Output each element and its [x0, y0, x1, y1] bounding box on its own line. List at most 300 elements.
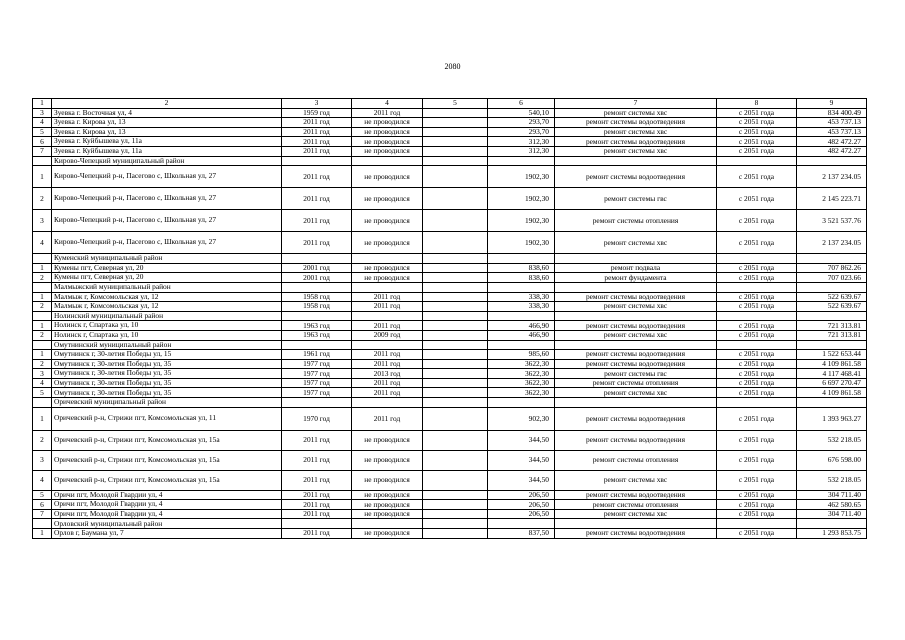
last-repair-year-cell: 2011 год: [352, 108, 423, 118]
district-empty-cell: [352, 340, 423, 350]
work-type-cell: ремонт системы хвс: [555, 146, 717, 156]
area-cell: 3622,30: [488, 369, 555, 379]
row-number-cell: 1: [33, 350, 52, 360]
area-cell: 1902,30: [488, 232, 555, 254]
area-cell: 838,60: [488, 273, 555, 283]
empty-cell: [423, 529, 488, 539]
build-year-cell: 2011 год: [282, 188, 352, 210]
empty-cell: [423, 210, 488, 232]
build-year-cell: 2011 год: [282, 166, 352, 188]
build-year-cell: 1961 год: [282, 350, 352, 360]
table-row: [33, 210, 867, 232]
last-repair-year-cell: 2011 год: [352, 388, 423, 398]
empty-cell: [423, 273, 488, 283]
district-empty-cell: [717, 254, 797, 264]
planned-period-cell: с 2051 года: [717, 529, 797, 539]
row-number-cell: 3: [33, 108, 52, 118]
address-cell: Зуевка г. Куйбышева ул, 11а: [52, 137, 282, 147]
area-cell: 1902,30: [488, 210, 555, 232]
work-type-cell: ремонт системы гвс: [555, 188, 717, 210]
empty-cell: [423, 137, 488, 147]
district-empty-cell: [423, 398, 488, 408]
district-empty-cell: [352, 156, 423, 166]
build-year-cell: 2011 год: [282, 430, 352, 450]
cost-cell: 834 400.49: [797, 108, 867, 118]
address-cell: Кирово-Чепецкий р-н, Пасегово с, Школьная ул, 27: [52, 232, 282, 254]
table-row: [33, 500, 867, 510]
empty-cell: [423, 232, 488, 254]
planned-period-cell: с 2051 года: [717, 500, 797, 510]
last-repair-year-cell: не проводился: [352, 146, 423, 156]
work-type-cell: ремонт системы водоотведения: [555, 350, 717, 360]
work-type-cell: ремонт системы водоотведения: [555, 490, 717, 500]
last-repair-year-cell: не проводился: [352, 188, 423, 210]
address-cell: Оричевский р-н, Стрижи пгт, Комсомольская ул, 15а: [52, 430, 282, 450]
planned-period-cell: с 2051 года: [717, 490, 797, 500]
empty-cell: [423, 118, 488, 128]
cost-cell: 6 697 270.47: [797, 378, 867, 388]
header-cell: 1: [33, 99, 52, 109]
table-row: [33, 450, 867, 470]
cost-cell: 482 472.27: [797, 137, 867, 147]
cost-cell: 4 109 861.58: [797, 388, 867, 398]
table-row: [33, 108, 867, 118]
build-year-cell: 2001 год: [282, 263, 352, 273]
district-row: [33, 311, 867, 321]
planned-period-cell: с 2051 года: [717, 378, 797, 388]
district-number-cell: [33, 156, 52, 166]
address-cell: Кумены пгт, Северная ул, 20: [52, 273, 282, 283]
table-row: [33, 292, 867, 302]
build-year-cell: 1959 год: [282, 108, 352, 118]
build-year-cell: 1963 год: [282, 330, 352, 340]
last-repair-year-cell: не проводился: [352, 450, 423, 470]
area-cell: 338,30: [488, 292, 555, 302]
table-row: [33, 378, 867, 388]
empty-cell: [423, 350, 488, 360]
row-number-cell: 7: [33, 146, 52, 156]
district-empty-cell: [797, 254, 867, 264]
area-cell: 3622,30: [488, 378, 555, 388]
work-type-cell: ремонт системы водоотведения: [555, 430, 717, 450]
district-empty-cell: [423, 340, 488, 350]
last-repair-year-cell: не проводился: [352, 490, 423, 500]
district-empty-cell: [352, 519, 423, 529]
cost-cell: 721 313.81: [797, 330, 867, 340]
planned-period-cell: с 2051 года: [717, 232, 797, 254]
cost-cell: 4 117 468.41: [797, 369, 867, 379]
area-cell: 466,90: [488, 321, 555, 331]
work-type-cell: ремонт системы хвс: [555, 388, 717, 398]
table-row: [33, 359, 867, 369]
last-repair-year-cell: не проводился: [352, 529, 423, 539]
empty-cell: [423, 450, 488, 470]
cost-cell: 1 522 653.44: [797, 350, 867, 360]
cost-cell: 532 218.05: [797, 430, 867, 450]
last-repair-year-cell: не проводился: [352, 500, 423, 510]
work-type-cell: ремонт системы хвс: [555, 302, 717, 312]
district-empty-cell: [423, 311, 488, 321]
district-empty-cell: [488, 311, 555, 321]
empty-cell: [423, 388, 488, 398]
area-cell: 1902,30: [488, 188, 555, 210]
address-cell: Оричи пгт, Молодой Гвардии ул, 4: [52, 509, 282, 519]
district-empty-cell: [555, 254, 717, 264]
table-row: [33, 470, 867, 490]
district-empty-cell: [797, 340, 867, 350]
cost-cell: 522 639.67: [797, 292, 867, 302]
district-empty-cell: [555, 311, 717, 321]
header-cell: 8: [717, 99, 797, 109]
address-cell: Кирово-Чепецкий р-н, Пасегово с, Школьная ул, 27: [52, 166, 282, 188]
work-type-cell: ремонт системы водоотведения: [555, 407, 717, 430]
build-year-cell: 1977 год: [282, 388, 352, 398]
table-row: [33, 118, 867, 128]
district-number-cell: [33, 519, 52, 529]
cost-cell: 522 639.67: [797, 302, 867, 312]
row-number-cell: 4: [33, 232, 52, 254]
district-name: Нолинский муниципальный район: [52, 311, 282, 321]
address-cell: Кумены пгт, Северная ул, 20: [52, 263, 282, 273]
address-cell: Оричевский р-н, Стрижи пгт, Комсомольская ул, 11: [52, 407, 282, 430]
planned-period-cell: с 2051 года: [717, 369, 797, 379]
district-empty-cell: [717, 519, 797, 529]
last-repair-year-cell: не проводился: [352, 210, 423, 232]
header-cell: 6: [488, 99, 555, 109]
district-name: Малмыжский муниципальный район: [52, 282, 282, 292]
district-empty-cell: [423, 156, 488, 166]
area-cell: 206,50: [488, 500, 555, 510]
district-empty-cell: [717, 282, 797, 292]
area-cell: 1902,30: [488, 166, 555, 188]
header-cell: 3: [282, 99, 352, 109]
cost-cell: 3 521 537.76: [797, 210, 867, 232]
build-year-cell: 2011 год: [282, 490, 352, 500]
planned-period-cell: с 2051 года: [717, 137, 797, 147]
row-number-cell: 1: [33, 292, 52, 302]
table-row: [33, 509, 867, 519]
area-cell: 3622,30: [488, 359, 555, 369]
cost-cell: 721 313.81: [797, 321, 867, 331]
area-cell: 902,30: [488, 407, 555, 430]
district-empty-cell: [423, 519, 488, 529]
cost-cell: 4 109 861.58: [797, 359, 867, 369]
last-repair-year-cell: 2013 год: [352, 369, 423, 379]
last-repair-year-cell: 2011 год: [352, 292, 423, 302]
build-year-cell: 1977 год: [282, 359, 352, 369]
empty-cell: [423, 188, 488, 210]
last-repair-year-cell: 2011 год: [352, 350, 423, 360]
work-type-cell: ремонт системы хвс: [555, 232, 717, 254]
header-cell: 2: [52, 99, 282, 109]
table-row: [33, 166, 867, 188]
cost-cell: 676 598.00: [797, 450, 867, 470]
row-number-cell: 2: [33, 330, 52, 340]
cost-cell: 462 580.65: [797, 500, 867, 510]
planned-period-cell: с 2051 года: [717, 146, 797, 156]
build-year-cell: 1958 год: [282, 302, 352, 312]
last-repair-year-cell: не проводился: [352, 470, 423, 490]
last-repair-year-cell: не проводился: [352, 430, 423, 450]
area-cell: 344,50: [488, 450, 555, 470]
work-type-cell: ремонт системы водоотведения: [555, 166, 717, 188]
last-repair-year-cell: 2009 год: [352, 330, 423, 340]
district-empty-cell: [423, 254, 488, 264]
work-type-cell: ремонт системы хвс: [555, 108, 717, 118]
row-number-cell: 1: [33, 263, 52, 273]
area-cell: 838,60: [488, 263, 555, 273]
row-number-cell: 1: [33, 529, 52, 539]
table-row: [33, 369, 867, 379]
cost-cell: 304 711.40: [797, 490, 867, 500]
build-year-cell: 2011 год: [282, 232, 352, 254]
build-year-cell: 1977 год: [282, 378, 352, 388]
last-repair-year-cell: 2011 год: [352, 359, 423, 369]
area-cell: 338,30: [488, 302, 555, 312]
district-empty-cell: [488, 398, 555, 408]
header-cell: 4: [352, 99, 423, 109]
header-cell: 7: [555, 99, 717, 109]
address-cell: Оричи пгт, Молодой Гвардии ул, 4: [52, 490, 282, 500]
last-repair-year-cell: не проводился: [352, 273, 423, 283]
build-year-cell: 2011 год: [282, 146, 352, 156]
district-name: Кирово-Чепецкий муниципальный район: [52, 156, 282, 166]
address-cell: Зуевка г. Куйбышева ул, 11а: [52, 146, 282, 156]
row-number-cell: 6: [33, 137, 52, 147]
table-row: [33, 273, 867, 283]
district-empty-cell: [797, 398, 867, 408]
district-empty-cell: [352, 398, 423, 408]
area-cell: 293,70: [488, 127, 555, 137]
cost-cell: 1 293 853.75: [797, 529, 867, 539]
row-number-cell: 1: [33, 407, 52, 430]
row-number-cell: 1: [33, 166, 52, 188]
cost-cell: 482 472.27: [797, 146, 867, 156]
work-type-cell: ремонт системы отопления: [555, 210, 717, 232]
planned-period-cell: с 2051 года: [717, 470, 797, 490]
area-cell: 344,50: [488, 430, 555, 450]
district-empty-cell: [717, 398, 797, 408]
planned-period-cell: с 2051 года: [717, 350, 797, 360]
district-empty-cell: [488, 156, 555, 166]
district-empty-cell: [282, 340, 352, 350]
district-name: Оричевский муниципальный район: [52, 398, 282, 408]
empty-cell: [423, 302, 488, 312]
build-year-cell: 2011 год: [282, 118, 352, 128]
work-type-cell: ремонт системы хвс: [555, 330, 717, 340]
district-empty-cell: [555, 519, 717, 529]
row-number-cell: 3: [33, 450, 52, 470]
header-cell: 5: [423, 99, 488, 109]
address-cell: Оричи пгт, Молодой Гвардии ул, 4: [52, 500, 282, 510]
empty-cell: [423, 430, 488, 450]
district-empty-cell: [717, 156, 797, 166]
table-row: [33, 146, 867, 156]
row-number-cell: 2: [33, 359, 52, 369]
address-cell: Орлов г, Баумана ул, 7: [52, 529, 282, 539]
area-cell: 344,50: [488, 470, 555, 490]
empty-cell: [423, 263, 488, 273]
planned-period-cell: с 2051 года: [717, 263, 797, 273]
empty-cell: [423, 146, 488, 156]
row-number-cell: 2: [33, 273, 52, 283]
work-type-cell: ремонт системы водоотведения: [555, 321, 717, 331]
work-type-cell: ремонт системы хвс: [555, 470, 717, 490]
planned-period-cell: с 2051 года: [717, 359, 797, 369]
district-number-cell: [33, 340, 52, 350]
table-row: [33, 529, 867, 539]
cost-cell: 453 737.13: [797, 127, 867, 137]
build-year-cell: 2011 год: [282, 500, 352, 510]
work-type-cell: ремонт фундамента: [555, 273, 717, 283]
planned-period-cell: с 2051 года: [717, 302, 797, 312]
district-empty-cell: [797, 519, 867, 529]
empty-cell: [423, 330, 488, 340]
district-empty-cell: [352, 254, 423, 264]
row-number-cell: 4: [33, 118, 52, 128]
district-empty-cell: [555, 282, 717, 292]
table-row: [33, 350, 867, 360]
address-cell: Омутнинск г, 30-летия Победы ул, 35: [52, 369, 282, 379]
district-empty-cell: [555, 340, 717, 350]
row-number-cell: 2: [33, 430, 52, 450]
area-cell: 3622,30: [488, 388, 555, 398]
address-cell: Малмыж г, Комсомольская ул, 12: [52, 292, 282, 302]
last-repair-year-cell: не проводился: [352, 127, 423, 137]
empty-cell: [423, 359, 488, 369]
area-cell: 466,90: [488, 330, 555, 340]
cost-cell: 532 218.05: [797, 470, 867, 490]
district-empty-cell: [282, 311, 352, 321]
district-empty-cell: [488, 282, 555, 292]
build-year-cell: 1963 год: [282, 321, 352, 331]
row-number-cell: 5: [33, 490, 52, 500]
planned-period-cell: с 2051 года: [717, 273, 797, 283]
district-row: [33, 282, 867, 292]
table-row: [33, 407, 867, 430]
district-empty-cell: [488, 254, 555, 264]
district-number-cell: [33, 311, 52, 321]
row-number-cell: 3: [33, 210, 52, 232]
address-cell: Кирово-Чепецкий р-н, Пасегово с, Школьная ул, 27: [52, 188, 282, 210]
empty-cell: [423, 407, 488, 430]
district-empty-cell: [797, 282, 867, 292]
work-type-cell: ремонт подвала: [555, 263, 717, 273]
district-empty-cell: [555, 398, 717, 408]
address-cell: Омутнинск г, 30-летия Победы ул, 35: [52, 388, 282, 398]
planned-period-cell: с 2051 года: [717, 166, 797, 188]
address-cell: Нолинск г, Спартака ул, 10: [52, 321, 282, 331]
cost-cell: 1 393 963.27: [797, 407, 867, 430]
row-number-cell: 1: [33, 321, 52, 331]
district-empty-cell: [282, 282, 352, 292]
address-cell: Кирово-Чепецкий р-н, Пасегово с, Школьная ул, 27: [52, 210, 282, 232]
table-row: [33, 302, 867, 312]
area-cell: 312,30: [488, 137, 555, 147]
build-year-cell: 1970 год: [282, 407, 352, 430]
district-empty-cell: [797, 311, 867, 321]
row-number-cell: 3: [33, 369, 52, 379]
table-row: [33, 263, 867, 273]
last-repair-year-cell: не проводился: [352, 509, 423, 519]
district-name: Орловский муниципальный район: [52, 519, 282, 529]
district-row: [33, 519, 867, 529]
district-empty-cell: [797, 156, 867, 166]
district-empty-cell: [555, 156, 717, 166]
district-empty-cell: [352, 311, 423, 321]
build-year-cell: 2011 год: [282, 137, 352, 147]
cost-cell: 2 137 234.05: [797, 166, 867, 188]
last-repair-year-cell: не проводился: [352, 137, 423, 147]
cost-cell: 453 737.13: [797, 118, 867, 128]
cost-cell: 2 137 234.05: [797, 232, 867, 254]
district-empty-cell: [717, 311, 797, 321]
empty-cell: [423, 292, 488, 302]
last-repair-year-cell: не проводился: [352, 232, 423, 254]
last-repair-year-cell: не проводился: [352, 118, 423, 128]
last-repair-year-cell: не проводился: [352, 263, 423, 273]
table-row: [33, 330, 867, 340]
row-number-cell: 7: [33, 509, 52, 519]
district-empty-cell: [488, 340, 555, 350]
address-cell: Зуевка г. Кирова ул, 13: [52, 118, 282, 128]
table-row: [33, 232, 867, 254]
page-number: 2080: [444, 62, 461, 71]
area-cell: 837,50: [488, 529, 555, 539]
planned-period-cell: с 2051 года: [717, 127, 797, 137]
address-cell: Омутнинск г, 30-летия Победы ул, 15: [52, 350, 282, 360]
build-year-cell: 2011 год: [282, 127, 352, 137]
area-cell: 312,30: [488, 146, 555, 156]
area-cell: 540,10: [488, 108, 555, 118]
planned-period-cell: с 2051 года: [717, 210, 797, 232]
capital-repair-table: [32, 98, 867, 539]
row-number-cell: 5: [33, 127, 52, 137]
district-empty-cell: [282, 254, 352, 264]
work-type-cell: ремонт системы отопления: [555, 500, 717, 510]
empty-cell: [423, 166, 488, 188]
cost-cell: 707 023.66: [797, 273, 867, 283]
row-number-cell: 6: [33, 500, 52, 510]
district-empty-cell: [282, 519, 352, 529]
header-cell: 9: [797, 99, 867, 109]
empty-cell: [423, 321, 488, 331]
row-number-cell: 5: [33, 388, 52, 398]
planned-period-cell: с 2051 года: [717, 108, 797, 118]
header-row: [33, 99, 867, 109]
address-cell: Омутнинск г, 30-летия Победы ул, 35: [52, 359, 282, 369]
build-year-cell: 2001 год: [282, 273, 352, 283]
empty-cell: [423, 108, 488, 118]
build-year-cell: 2011 год: [282, 529, 352, 539]
address-cell: Зуевка г. Кирова ул, 13: [52, 127, 282, 137]
build-year-cell: 2011 год: [282, 450, 352, 470]
cost-cell: 707 862.26: [797, 263, 867, 273]
planned-period-cell: с 2051 года: [717, 388, 797, 398]
work-type-cell: ремонт системы водоотведения: [555, 359, 717, 369]
empty-cell: [423, 470, 488, 490]
work-type-cell: ремонт системы гвс: [555, 369, 717, 379]
area-cell: 985,60: [488, 350, 555, 360]
district-row: [33, 340, 867, 350]
empty-cell: [423, 378, 488, 388]
empty-cell: [423, 127, 488, 137]
work-type-cell: ремонт системы отопления: [555, 378, 717, 388]
build-year-cell: 1977 год: [282, 369, 352, 379]
planned-period-cell: с 2051 года: [717, 188, 797, 210]
district-empty-cell: [423, 282, 488, 292]
work-type-cell: ремонт системы отопления: [555, 450, 717, 470]
